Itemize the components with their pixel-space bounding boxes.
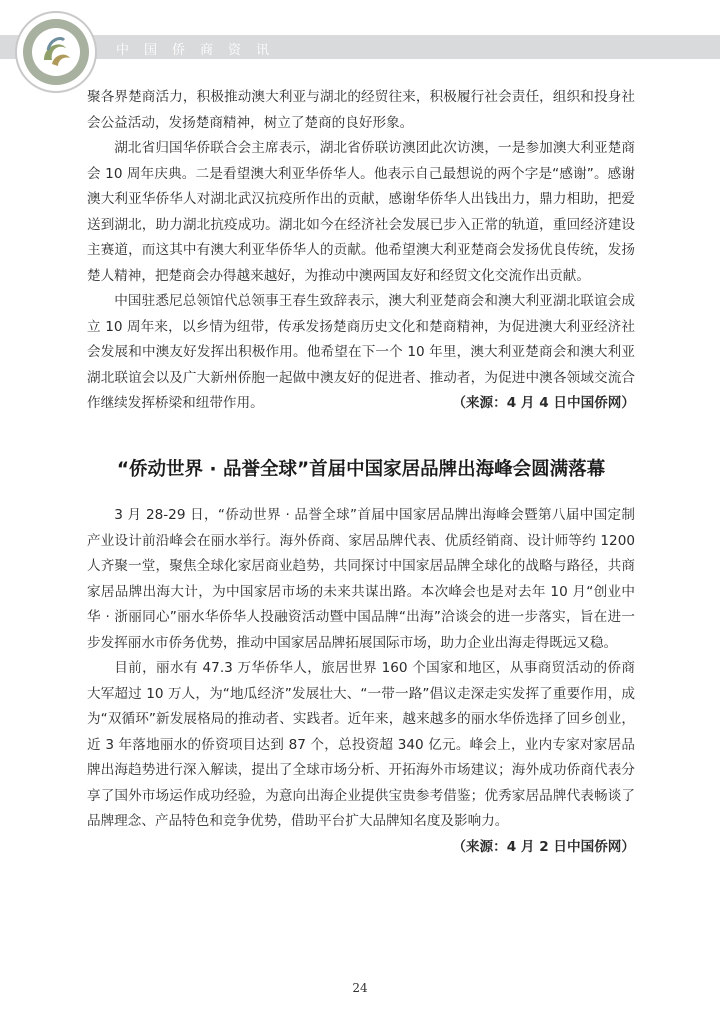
article2-title: “侨动世界 · 品誉全球”首届中国家居品牌出海峰会圆满落幕 bbox=[116, 459, 606, 480]
page-number: 24 bbox=[352, 981, 368, 995]
article1-body bbox=[87, 85, 635, 417]
article1-paragraph-3: 中国驻悉尼总领馆代总领事王春生致辞表示，澳大利亚楚商会和澳大利亚湖北联谊会成立 10 周年来，以乡情为纽带，传承发扬楚商历史文化和楚商精神，为促进澳大利亚经济社会发展和中澳友好发挥出积极作用。他希望在下一个 10 年里，澳大利亚楚商会和澳大利亚湖北联谊会以及广大新州侨胞一起做中澳友好的促进者、推动者，为促进中澳各领域交流合作继续发挥桥梁和纽带作用。 bbox=[87, 293, 635, 411]
header-band bbox=[0, 35, 720, 59]
organization-logo bbox=[14, 10, 98, 94]
article1-paragraph-1: 聚各界楚商活力，积极推动澳大利亚与湖北的经贸往来，积极履行社会责任，组织和投身社会公益活动，发扬楚商精神，树立了楚商的良好形象。 bbox=[87, 89, 635, 131]
article2-paragraph-2: 目前，丽水有 47.3 万华侨华人，旅居世界 160 个国家和地区，从事商贸活动的侨商大军超过 10 万人，为“地瓜经济”发展壮大、“一带一路”倡议走深走实发挥了重要作用，成为“双循环”新发展格局的推动者、实践者。近年来，越来越多的丽水华侨选择了回乡创业，近 3 年落地丽水的侨资项目达到 87 个，总投资超 340 亿元。峰会上，业内专家对家居品牌出海趋势进行深入解读，提出了全球市场分析、开拓海外市场建议；海外成功侨商代表分享了国外市场运作成功经验，为意向出海企业提供宝贵参考借鉴；优秀家居品牌代表畅谈了品牌理念、产品特色和竞争优势，借助平台扩大品牌知名度及影响力。 bbox=[87, 660, 635, 829]
article2-source: （来源：4 月 2 日中国侨网） bbox=[452, 838, 635, 855]
article2-paragraph-1: 3 月 28-29 日，“侨动世界 · 品誉全球”首届中国家居品牌出海峰会暨第八届中国定制产业设计前沿峰会在丽水举行。海外侨商、家居品牌代表、优质经销商、设计师等约 1200 人齐聚一堂，聚焦全球化家居商业趋势，共同探讨中国家居品牌全球化的战略与路径，共商家居品牌出海大计，为中国家居市场的未来共谋出路。本次峰会也是对去年 10 月“创业中华 · 浙丽同心”丽水华侨华人投融资活动暨中国品牌“出海”洽谈会的进一步落实，旨在进一步发挥丽水市侨务优势，推动中国家居品牌拓展国际市场，助力企业出海走得既远又稳。 bbox=[87, 507, 635, 651]
article1-paragraph-2: 湖北省归国华侨联合会主席表示，湖北省侨联访澳团此次访澳，一是参加澳大利亚楚商会 10 周年庆典。二是看望澳大利亚华侨华人。他表示自己最想说的两个字是“感谢”。感谢澳大利亚华侨华人对湖北武汉抗疫所作出的贡献，感谢华侨华人出钱出力，鼎力相助，把爱送到湖北，助力湖北抗疫成功。湖北如今在经济社会发展已步入正常的轨道，重回经济建设主赛道，而这其中有澳大利亚华侨华人的贡献。他希望澳大利亚楚商会发扬优良传统，发扬楚人精神，把楚商会办得越来越好，为推动中澳两国友好和经贸文化交流作出贡献。 bbox=[87, 140, 635, 284]
article1-source: （来源：4 月 4 日中国侨网） bbox=[452, 395, 635, 411]
article2-body bbox=[87, 503, 635, 860]
header-title: 中国侨商资讯 bbox=[116, 43, 285, 58]
